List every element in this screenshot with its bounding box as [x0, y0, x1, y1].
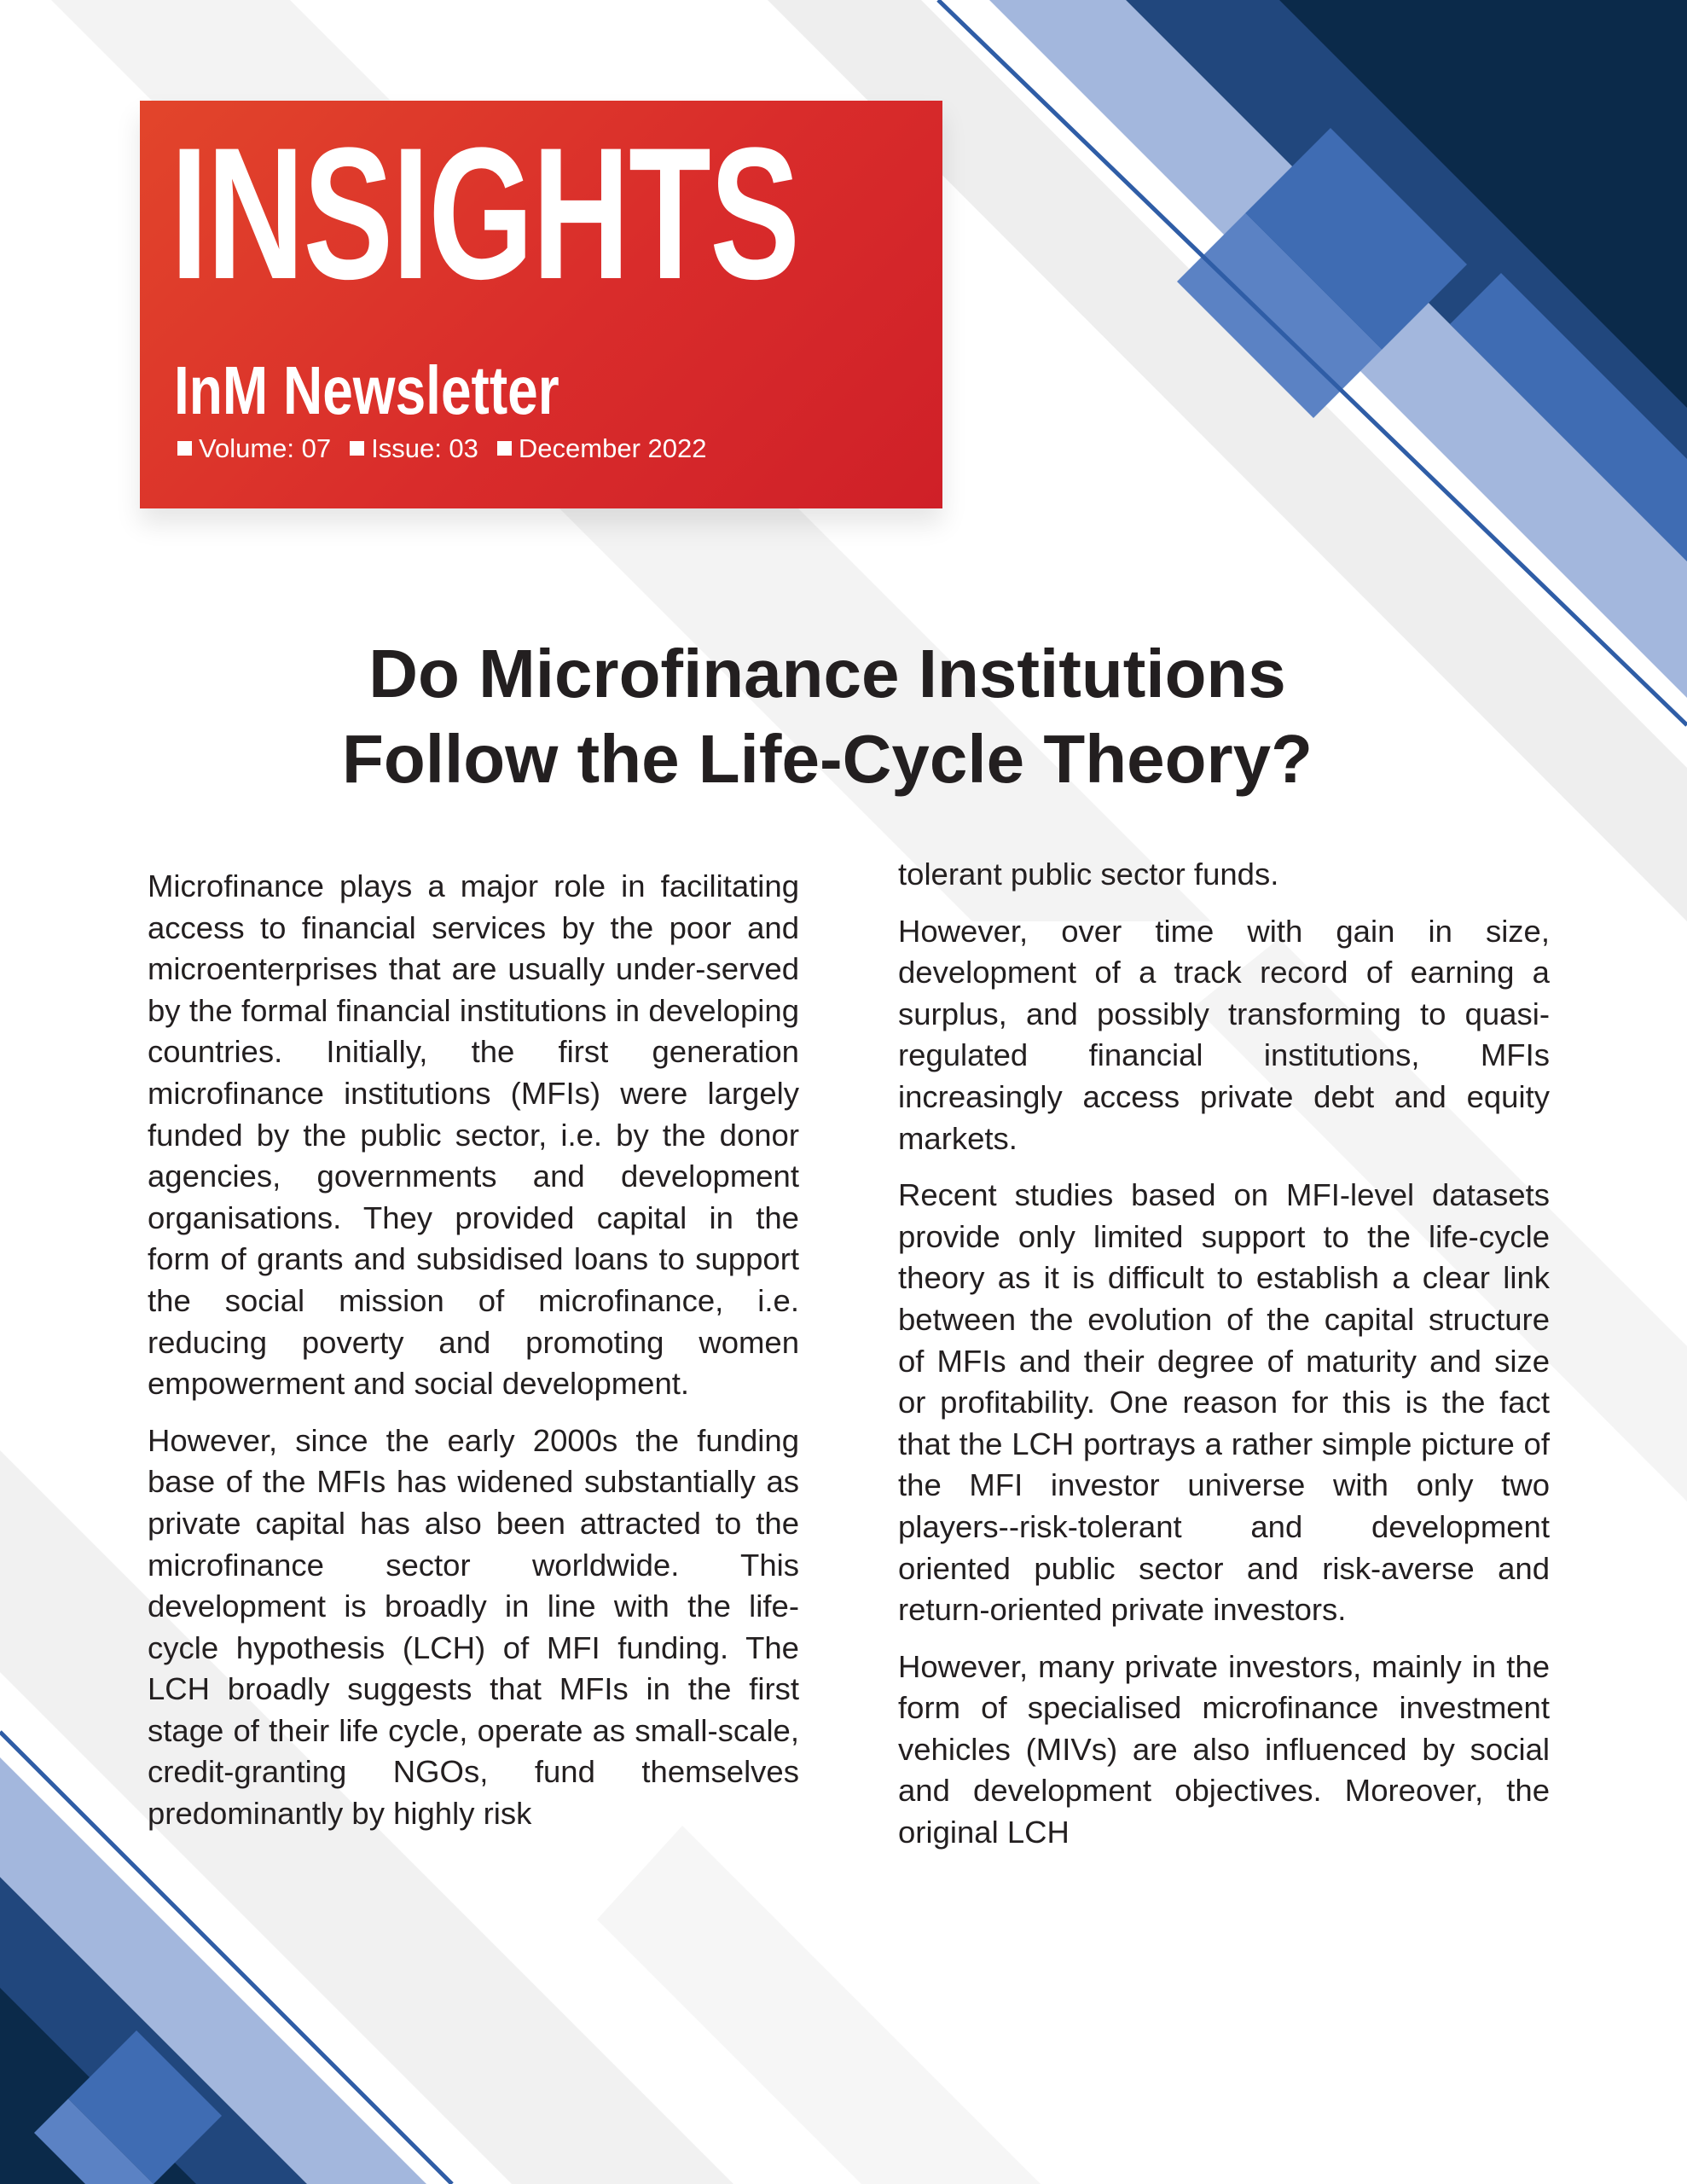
- article-title: [171, 631, 1484, 802]
- bullet-square-icon: [350, 441, 364, 456]
- issue-meta: [177, 435, 726, 462]
- volume-label: Volume: 07: [199, 433, 332, 463]
- date-label: December 2022: [518, 433, 707, 463]
- paragraph: However, over time with gain in size, development of a track record of earning a surplus, and possibly transforming to quasi-regulated financial institutions, MFIs increasingly access private debt and equity markets.: [898, 913, 1550, 1156]
- paragraph: Recent studies based on MFI-level datasets provide only limited support to the life-cycle theory as it is difficult to establish a clear link between the evolution of the capital structure of MFIs and their degree of maturity and size or profitability. One reason for this is the fact that the LCH portrays a rather simple picture of the MFI investor universe with only two players--risk-tolerant and development oriented public sector and risk-averse and return-oriented private investors.: [898, 1177, 1550, 1628]
- newsletter-name: InM Newsletter: [174, 352, 559, 428]
- masthead-box: [140, 101, 942, 508]
- corner-stripes-top-right: [938, 0, 1687, 725]
- issue-label: Issue: 03: [371, 433, 478, 463]
- paragraph: However, since the early 2000s the funding base of the MFIs has widened substantially as private capital has also been attracted to the microfinance sector worldwide. This development is broadly in line with the life-cycle hypothesis (LCH) of MFI funding. The LCH broadly suggests that MFIs in the first stage of their life cycle, operate as small-scale, credit-granting NGOs, fund themselves predominantly by highly risk: [148, 1422, 799, 1832]
- paragraph: tolerant public sector funds.: [898, 857, 1279, 892]
- article-title-line-2: Follow the Life-Cycle Theory?: [342, 721, 1313, 797]
- paragraph: Microfinance plays a major role in facilitating access to financial services by the poor and microenterprises that are usually under-served by the formal financial institutions in developing countries. Initially, the first generation microfinance institutions (MFIs) were largely funded by the public sector, i.e. by the donor agencies, governments and development organisations. They provided capital in the form of grants and subsidised loans to support the social mission of microfinance, i.e. reducing poverty and promoting women empowerment and social development.: [148, 868, 799, 1402]
- article-column-right: [898, 854, 1550, 1869]
- bullet-square-icon: [177, 441, 192, 456]
- article-column-left: [148, 866, 799, 1850]
- masthead-title: INSIGHTS: [171, 108, 799, 318]
- bullet-square-icon: [497, 441, 512, 456]
- paragraph: However, many private investors, mainly in the form of specialised microfinance investment vehicles (MIVs) are also influenced by social and development objectives. Moreover, the original LCH: [898, 1648, 1550, 1850]
- article-title-line-1: Do Microfinance Institutions: [368, 636, 1286, 712]
